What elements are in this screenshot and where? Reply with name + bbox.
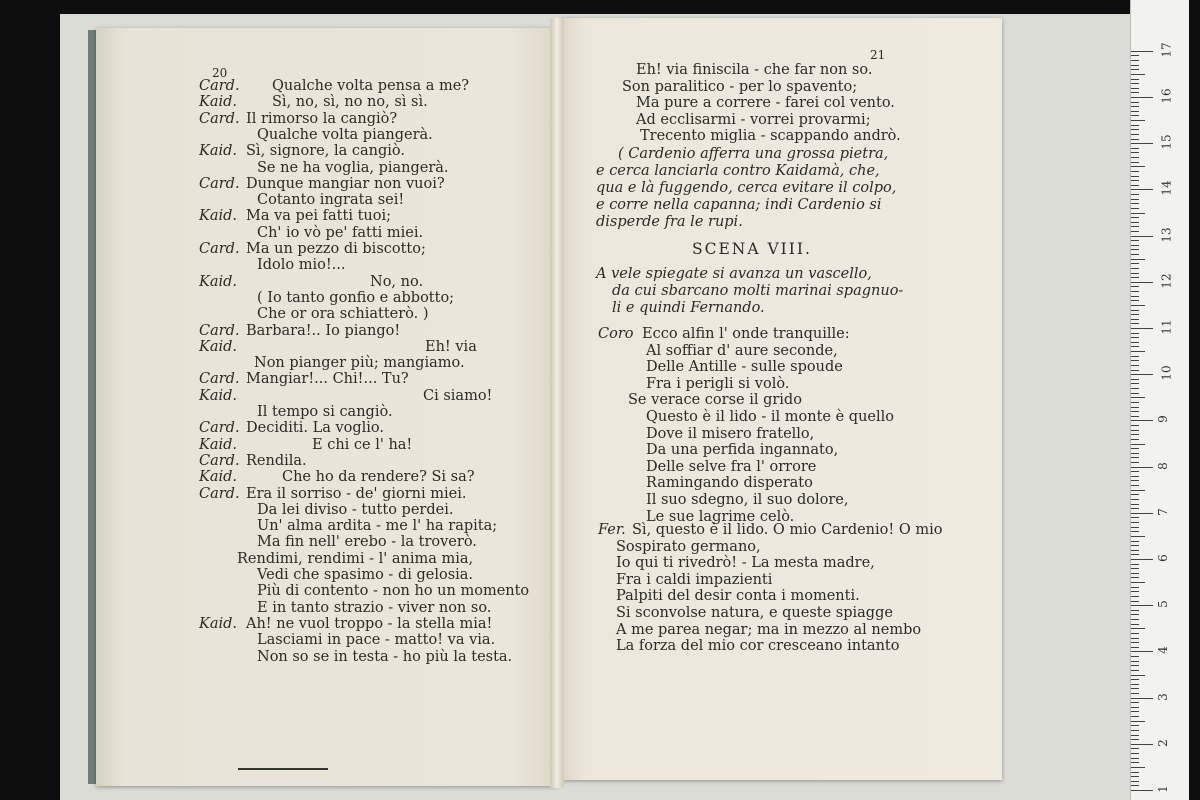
- ruler-tick: [1131, 263, 1139, 264]
- verse-line: Se verace corse il grido: [628, 392, 802, 409]
- verse-line: Sì, questo è il lido. O mio Cardenio! O mio: [632, 522, 943, 538]
- ruler-tick: [1131, 559, 1153, 560]
- verse-line: Deciditi. La voglio.: [246, 420, 385, 437]
- verse-line: Io qui ti rivedrò! - La mesta madre,: [616, 555, 875, 572]
- speaker-label: Card.: [199, 420, 240, 437]
- ruler-tick: [1131, 226, 1139, 227]
- ruler-tick: [1131, 776, 1139, 777]
- ruler-tick: [1131, 189, 1153, 190]
- verse-line: Cotanto ingrata sei!: [257, 192, 405, 209]
- ruler-tick: [1131, 337, 1139, 338]
- verse-line: Trecento miglia - scappando andrò.: [640, 128, 901, 144]
- ruler-tick: [1131, 444, 1145, 445]
- ruler-tick: [1131, 434, 1139, 435]
- ruler-number: 6: [1155, 554, 1170, 562]
- verse-line: Che or ora schiatterò. ): [257, 306, 429, 323]
- verse-line: Ma un pezzo di biscotto;: [246, 241, 426, 257]
- scene-title: SCENA VIII.: [692, 240, 812, 258]
- ruler-tick: [1131, 767, 1145, 768]
- ruler-tick: [1131, 716, 1139, 717]
- ruler-tick: [1131, 305, 1145, 306]
- verse-line: A me parea negar; ma in mezzo al nembo: [616, 621, 922, 638]
- verse-line: Eh! via finiscila - che far non so.: [636, 62, 873, 78]
- verse-line: Il rimorso la cangiò?: [246, 110, 398, 127]
- ruler-tick: [1131, 753, 1139, 754]
- ruler-tick: [1131, 388, 1139, 389]
- ruler-tick: [1131, 527, 1139, 528]
- ruler-tick: [1131, 356, 1139, 357]
- ruler-tick: [1131, 240, 1139, 241]
- verse-line: Dove il misero fratello,: [646, 425, 815, 442]
- ruler-tick: [1131, 328, 1153, 329]
- ruler-tick: [1131, 647, 1139, 648]
- verse-line: Si sconvolse natura, e queste spiagge: [616, 605, 893, 621]
- verse-line: Mangiar!... Chi!... Tu?: [246, 371, 409, 388]
- verse-line: Ch' io vò pe' fatti miei.: [257, 224, 424, 241]
- ruler-tick: [1131, 286, 1139, 287]
- speaker-label: Card.: [199, 175, 240, 192]
- verse-line: Un' alma ardita - me l' ha rapita;: [257, 518, 498, 535]
- ruler-tick: [1131, 88, 1139, 89]
- ruler-tick: [1131, 319, 1139, 320]
- ruler-tick: [1131, 619, 1139, 620]
- ruler-tick: [1131, 79, 1139, 80]
- ruler-tick: [1131, 430, 1139, 431]
- ruler-tick: [1131, 587, 1139, 588]
- ruler-tick: [1131, 296, 1139, 297]
- verse-line: Non so se in testa - ho più la testa.: [257, 648, 513, 665]
- ruler-tick: [1131, 360, 1139, 361]
- ruler-tick: [1131, 591, 1139, 592]
- ruler-tick: [1131, 397, 1145, 398]
- ruler-tick: [1131, 480, 1139, 481]
- ruler-tick: [1131, 688, 1139, 689]
- ruler-tick: [1131, 379, 1139, 380]
- verse-line: Se ne ha voglia, piangerà.: [257, 159, 449, 176]
- ruler-tick: [1131, 513, 1153, 514]
- ruler-tick: [1131, 711, 1139, 712]
- ruler-tick: [1131, 439, 1139, 440]
- ruler-tick: [1131, 249, 1139, 250]
- ruler-tick: [1131, 504, 1139, 505]
- verse-line: Delle Antille - sulle spoude: [646, 359, 843, 376]
- speaker-label: Kaid.: [199, 436, 238, 453]
- right-page-number: 21: [870, 48, 886, 62]
- ruler-tick: [1131, 143, 1153, 144]
- ruler-tick: [1131, 259, 1145, 260]
- ruler-number: 14: [1159, 180, 1174, 197]
- ruler-tick: [1131, 203, 1139, 204]
- speaker-label: Kaid.: [199, 143, 238, 160]
- ruler-tick: [1131, 162, 1139, 163]
- verse-line: Sì, no, sì, no no, sì sì.: [272, 94, 428, 111]
- ruler-tick: [1131, 217, 1139, 218]
- verse-line: Delle selve fra l' orrore: [646, 458, 817, 475]
- ruler-number: 17: [1159, 42, 1174, 58]
- ruler-tick: [1131, 199, 1139, 200]
- ruler-tick: [1131, 106, 1139, 107]
- verse-line: No, no.: [370, 273, 424, 290]
- ruler-tick: [1131, 485, 1139, 486]
- speaker-label: Kaid.: [199, 94, 238, 111]
- ruler-tick: [1131, 453, 1139, 454]
- verse-line: Sì, signore, la cangiò.: [246, 143, 405, 160]
- ruler-tick: [1131, 111, 1139, 112]
- verse-line: La forza del mio cor cresceano intanto: [616, 638, 900, 655]
- ruler-tick: [1131, 92, 1139, 93]
- ruler-tick: [1131, 471, 1139, 472]
- ruler-number: 8: [1155, 461, 1170, 470]
- ruler-tick: [1131, 393, 1139, 394]
- ruler-tick: [1131, 365, 1139, 366]
- verse-line: Qualche volta piangerà.: [257, 126, 433, 143]
- ruler-tick: [1131, 370, 1139, 371]
- verse-line: Ramingando disperato: [646, 475, 813, 492]
- verse-line: Rendila.: [246, 452, 307, 469]
- speaker-label: Card.: [199, 452, 240, 469]
- ruler-tick: [1131, 564, 1139, 565]
- ruler-tick: [1131, 744, 1153, 745]
- ruler-tick: [1131, 582, 1145, 583]
- ruler-tick: [1131, 425, 1139, 426]
- ruler-tick: [1131, 517, 1139, 518]
- ruler-tick: [1131, 129, 1139, 130]
- ruler-number: 12: [1159, 273, 1174, 289]
- ruler-tick: [1131, 596, 1139, 597]
- ruler-number: 11: [1159, 319, 1174, 335]
- ruler-tick: [1131, 785, 1139, 786]
- ruler-tick: [1131, 74, 1145, 75]
- ruler-tick: [1131, 739, 1139, 740]
- ruler-tick: [1131, 573, 1139, 574]
- ruler-tick: [1131, 273, 1139, 274]
- ruler-tick: [1131, 605, 1153, 606]
- ruler-tick: [1131, 541, 1139, 542]
- ruler-tick: [1131, 628, 1145, 629]
- ruler-tick: [1131, 679, 1139, 680]
- ruler-tick: [1131, 231, 1139, 232]
- verse-line: Ma fin nell' erebo - la troverò.: [257, 534, 477, 551]
- ruler-tick: [1131, 115, 1139, 116]
- verse-line: Questo è il lido - il monte è quello: [646, 409, 895, 425]
- verse-line: Fra i caldi impazienti: [616, 571, 773, 588]
- ruler-tick: [1131, 675, 1145, 676]
- ruler-tick: [1131, 120, 1145, 121]
- verse-line: Rendimi, rendimi - l' anima mia,: [237, 550, 474, 567]
- ruler-tick: [1131, 222, 1139, 223]
- ruler-tick: [1131, 781, 1139, 782]
- verse-line: Il suo sdegno, il suo dolore,: [646, 492, 849, 508]
- ruler-tick: [1131, 157, 1139, 158]
- verse-line: Il tempo si cangiò.: [257, 404, 393, 420]
- speaker-label: Kaid.: [199, 338, 238, 355]
- verse-line: Son paralitico - per lo spavento;: [622, 78, 858, 95]
- ruler-tick: [1131, 374, 1153, 375]
- verse-line: Più di contento - non ho un momento: [257, 583, 530, 600]
- ruler-tick: [1131, 614, 1139, 615]
- stage-direction-line: qua e là fuggendo, cerca evitare il colpo,: [596, 180, 897, 196]
- verse-line: Le sue lagrime celò.: [646, 508, 795, 525]
- speaker-label: Kaid.: [199, 273, 238, 290]
- ruler-tick: [1131, 383, 1139, 384]
- ruler-tick: [1131, 462, 1139, 463]
- ruler-tick: [1131, 624, 1139, 625]
- speaker-label: Fer.: [598, 522, 626, 538]
- stage-direction-line: A vele spiegate si avanza un vascello,: [596, 266, 872, 282]
- speaker-label: Card.: [199, 110, 240, 127]
- ruler-tick: [1131, 633, 1139, 634]
- verse-line: Era il sorriso - de' giorni miei.: [246, 485, 467, 502]
- ruler-tick: [1131, 416, 1139, 417]
- ruler-tick: [1131, 772, 1139, 773]
- verse-line: Da una perfida ingannato,: [646, 442, 839, 459]
- ruler-tick: [1131, 194, 1139, 195]
- ruler-tick: [1131, 554, 1139, 555]
- ruler-tick: [1131, 125, 1139, 126]
- verse-line: Barbara!.. Io piango!: [246, 322, 401, 339]
- ruler-number: 5: [1155, 600, 1170, 609]
- ruler-tick: [1131, 245, 1139, 246]
- ruler-tick: [1131, 69, 1139, 70]
- ruler-tick: [1131, 467, 1153, 468]
- ruler-number: 10: [1159, 365, 1174, 381]
- ruler-tick: [1131, 176, 1139, 177]
- ruler-number: 4: [1155, 646, 1170, 655]
- ruler-tick: [1131, 494, 1139, 495]
- ruler-tick: [1131, 51, 1153, 52]
- ruler-tick: [1131, 508, 1139, 509]
- verse-line: Eh! via: [425, 338, 477, 355]
- stage-direction-line: e corre nella capanna; indi Cardenio si: [596, 197, 882, 213]
- verse-line: Ci siamo!: [423, 387, 493, 404]
- book-spine: [550, 18, 564, 788]
- verse-line: Lasciami in pace - matto! va via.: [257, 632, 496, 649]
- ruler-tick: [1131, 531, 1139, 532]
- ruler-tick: [1131, 55, 1139, 56]
- ruler-tick: [1131, 735, 1139, 736]
- verse-line: Che ho da rendere? Si sa?: [282, 469, 475, 486]
- ruler-tick: [1131, 300, 1139, 301]
- ruler-number: 13: [1159, 226, 1174, 243]
- ruler-tick: [1131, 268, 1139, 269]
- verse-line: Qualche volta pensa a me?: [272, 78, 470, 94]
- ruler-tick: [1131, 522, 1139, 523]
- verse-line: Ecco alfin l' onde tranquille:: [642, 326, 850, 342]
- ruler-tick: [1131, 707, 1139, 708]
- ruler-tick: [1131, 346, 1139, 347]
- ruler-tick: [1131, 601, 1139, 602]
- stage-direction-line: e cerca lanciarla contro Kaidamà, che,: [596, 163, 880, 179]
- ruler-tick: [1131, 323, 1139, 324]
- ruler-tick: [1131, 139, 1139, 140]
- left-page-number: 20: [212, 66, 228, 80]
- ruler-tick: [1131, 282, 1153, 283]
- verse-line: Fra i perigli si volò.: [646, 375, 790, 392]
- speaker-label: Card.: [199, 241, 240, 257]
- ruler-tick: [1131, 254, 1139, 255]
- speaker-label: Kaid.: [199, 208, 238, 225]
- ruler-tick: [1131, 448, 1139, 449]
- verse-line: Al soffiar d' aure seconde,: [646, 342, 838, 359]
- ruler-number: 1: [1155, 785, 1170, 793]
- ruler-tick: [1131, 351, 1145, 352]
- ruler-tick: [1131, 730, 1139, 731]
- ruler-tick: [1131, 171, 1139, 172]
- ruler-tick: [1131, 725, 1139, 726]
- verse-line: Ma pure a correre - farei col vento.: [636, 95, 895, 111]
- ruler-tick: [1131, 236, 1153, 237]
- ruler-tick: [1131, 536, 1145, 537]
- ruler-tick: [1131, 499, 1139, 500]
- speaker-label: Card.: [199, 485, 240, 502]
- speaker-label: Kaid.: [199, 387, 238, 404]
- ruler-tick: [1131, 402, 1139, 403]
- ruler-tick: [1131, 550, 1139, 551]
- ruler-tick: [1131, 577, 1139, 578]
- ruler-tick: [1131, 65, 1139, 66]
- speaker-label: Card.: [199, 78, 240, 94]
- stage-direction-line: li e quindi Fernando.: [612, 300, 765, 316]
- stage-direction-line: da cui sbarcano molti marinai spagnuo-: [612, 283, 904, 299]
- ruler-tick: [1131, 568, 1139, 569]
- ruler-tick: [1131, 134, 1139, 135]
- ruler-tick: [1131, 656, 1139, 657]
- ruler-tick: [1131, 60, 1139, 61]
- verse-line: Ma va pei fatti tuoi;: [246, 208, 391, 225]
- ruler-tick: [1131, 457, 1139, 458]
- ruler-tick: [1131, 277, 1139, 278]
- ruler-tick: [1131, 684, 1139, 685]
- ruler-tick: [1131, 670, 1139, 671]
- page-rule: [238, 768, 328, 770]
- ruler-tick: [1131, 758, 1139, 759]
- ruler-tick: [1131, 698, 1153, 699]
- speaker-label: Card.: [199, 322, 240, 339]
- ruler-tick: [1131, 83, 1139, 84]
- ruler-tick: [1131, 148, 1139, 149]
- ruler-tick: [1131, 102, 1139, 103]
- ruler-tick: [1131, 545, 1139, 546]
- ruler-tick: [1131, 152, 1139, 153]
- ruler-tick: [1131, 665, 1139, 666]
- ruler-tick: [1131, 748, 1139, 749]
- ruler-tick: [1131, 638, 1139, 639]
- verse-line: Ah! ne vuol troppo - la stella mia!: [246, 615, 493, 632]
- ruler-tick: [1131, 702, 1139, 703]
- ruler-tick: [1131, 721, 1145, 722]
- verse-line: Non pianger più; mangiamo.: [254, 355, 465, 372]
- ruler-tick: [1131, 610, 1139, 611]
- ruler-tick: [1131, 180, 1139, 181]
- speaker-label: Kaid.: [199, 469, 238, 486]
- speaker-label: Coro: [598, 326, 634, 342]
- ruler-tick: [1131, 213, 1145, 214]
- ruler-tick: [1131, 407, 1139, 408]
- ruler-tick: [1131, 208, 1139, 209]
- stage-direction-line: disperde fra le rupi.: [596, 214, 743, 230]
- ruler-tick: [1131, 476, 1139, 477]
- ruler-number: 2: [1155, 738, 1170, 747]
- ruler-number: 7: [1155, 507, 1170, 516]
- ruler-number: 16: [1159, 88, 1174, 104]
- ruler-tick: [1131, 642, 1139, 643]
- stage-direction-line: ( Cardenio afferra una grossa pietra,: [618, 146, 889, 162]
- measuring-ruler: [1130, 0, 1189, 800]
- verse-line: Idolo mio!...: [257, 257, 346, 274]
- ruler-tick: [1131, 166, 1145, 167]
- ruler-tick: [1131, 97, 1153, 98]
- ruler-tick: [1131, 693, 1139, 694]
- ruler-tick: [1131, 490, 1145, 491]
- verse-line: Sospirato germano,: [616, 538, 761, 555]
- verse-line: Dunque mangiar non vuoi?: [246, 175, 445, 192]
- verse-line: E in tanto strazio - viver non so.: [257, 599, 492, 616]
- verse-line: E chi ce l' ha!: [312, 436, 413, 453]
- ruler-number: 9: [1155, 415, 1170, 424]
- verse-line: Ad ecclisarmi - vorrei provarmi;: [636, 111, 871, 128]
- ruler-tick: [1131, 420, 1153, 421]
- ruler-tick: [1131, 185, 1139, 186]
- ruler-tick: [1131, 790, 1153, 791]
- verse-line: ( Io tanto gonfio e abbotto;: [257, 289, 455, 306]
- ruler-number: 15: [1159, 134, 1174, 150]
- ruler-tick: [1131, 411, 1139, 412]
- ruler-tick: [1131, 762, 1139, 763]
- speaker-label: Card.: [199, 371, 240, 388]
- ruler-tick: [1131, 661, 1139, 662]
- ruler-tick: [1131, 291, 1139, 292]
- speaker-label: Kaid.: [199, 615, 238, 632]
- ruler-tick: [1131, 310, 1139, 311]
- ruler-tick: [1131, 314, 1139, 315]
- verse-line: Vedi che spasimo - di gelosia.: [257, 567, 474, 583]
- verse-line: Palpiti del desir conta i momenti.: [616, 588, 860, 605]
- ruler-number: 3: [1155, 692, 1170, 701]
- verse-line: Da lei diviso - tutto perdei.: [257, 501, 454, 518]
- ruler-tick: [1131, 333, 1139, 334]
- ruler-tick: [1131, 342, 1139, 343]
- ruler-tick: [1131, 651, 1153, 652]
